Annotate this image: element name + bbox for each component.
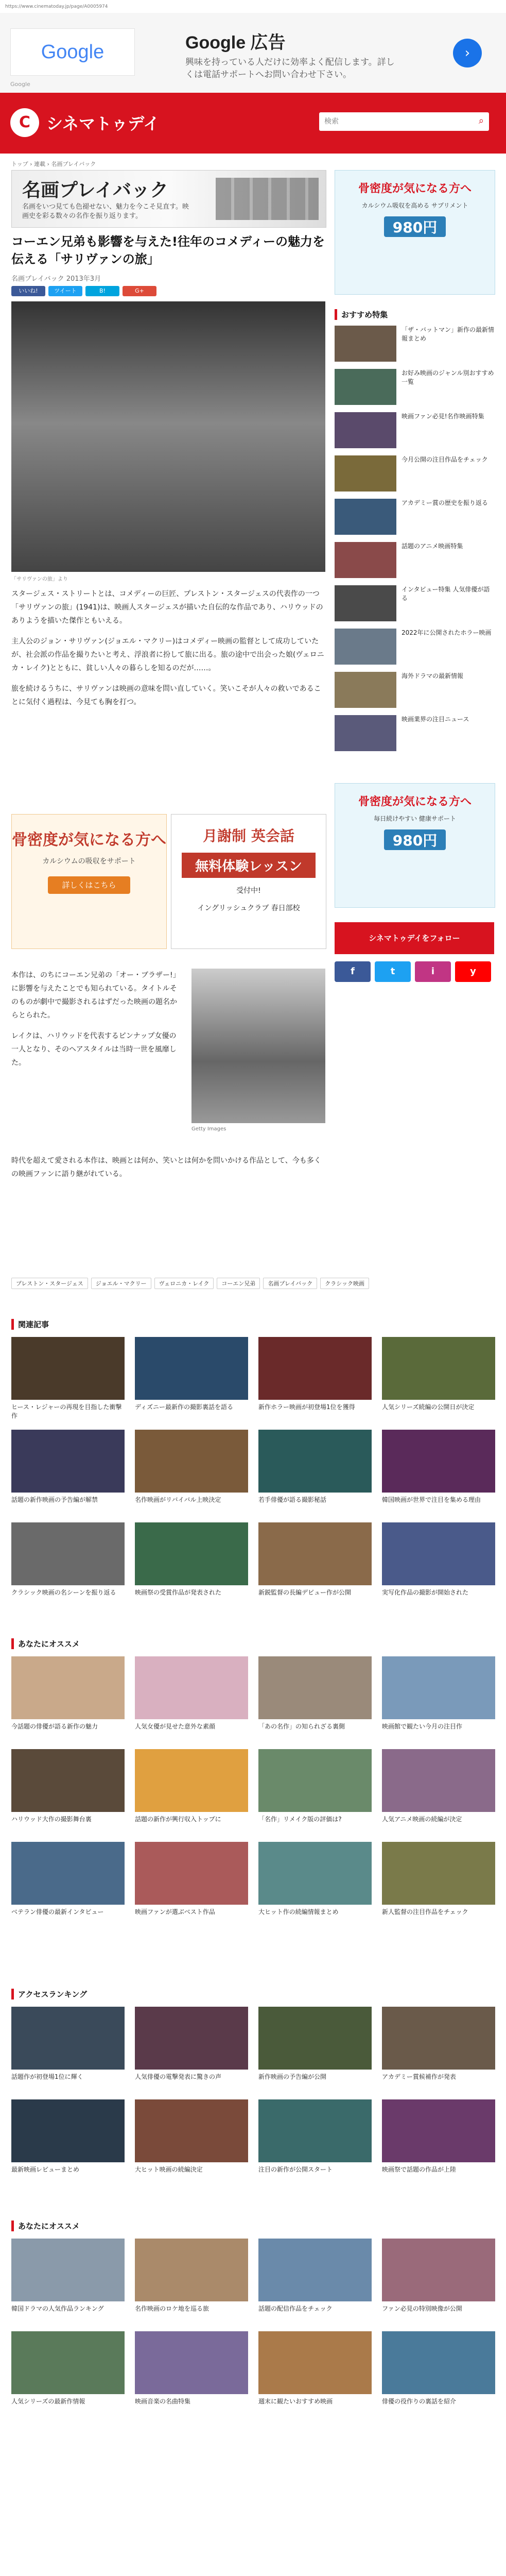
recommend2-grid (11, 2239, 495, 2415)
recommend-card[interactable]: 今話題の俳優が語る新作の魅力 (11, 1656, 125, 1740)
thumbnail (11, 1749, 125, 1812)
google-logo: Google (10, 28, 135, 76)
thumbnail (335, 715, 396, 751)
paragraph: 主人公のジョン・サリヴァン(ジョエル・マクリー)はコメディー映画の監督として成功していたが、社会派の作品を撮りたいと考え、浮浪者に扮して旅に出る。旅の途中で出会った娘(ヴェロニカ・レイク)とともに、貧しい人々の暮らしを知るのだが……。 (11, 637, 324, 672)
tag[interactable]: 名画プレイバック (263, 1278, 317, 1289)
site-logo[interactable] (10, 103, 160, 142)
list-item[interactable]: 2022年に公開されたホラー映画 (335, 629, 494, 665)
breadcrumb[interactable]: トップ › 連載 › 名画プレイバック (11, 161, 96, 167)
thumbnail (135, 2099, 248, 2162)
search-box (319, 112, 489, 131)
thumbnail (382, 1749, 495, 1812)
related-card[interactable]: 人気シリーズ続編の公開日が決定 (382, 1337, 495, 1420)
paragraph: レイクは、ハリウッドを代表するピンナップ女優の一人となり、そのヘアスタイルは当時一世を風靡した。 (11, 1032, 177, 1067)
tag[interactable]: プレストン・スタージェス (11, 1278, 88, 1289)
recommend-card[interactable]: 話題の配信作品をチェック (258, 2239, 372, 2322)
related-card[interactable]: 韓国映画が世界で注目を集める理由 (382, 1430, 495, 1513)
logo-icon: C (10, 108, 39, 137)
thumbnail (335, 629, 396, 665)
ranking-card[interactable]: 注目の新作が公開スタート (258, 2099, 372, 2183)
recommend2-title: あなたにオススメ (11, 2221, 80, 2231)
hero-image (11, 301, 325, 572)
thumbnail (335, 542, 396, 578)
recommend-card[interactable]: 大ヒット作の続編情報まとめ (258, 1842, 372, 1925)
share-buttons (11, 286, 156, 296)
recommend-card[interactable]: 人気女優が見せた意外な素顔 (135, 1656, 248, 1740)
series-title: 名画プレイバック (22, 179, 169, 201)
related-card[interactable]: ディズニー最新作の撮影裏話を語る (135, 1337, 248, 1420)
thumbnail (258, 2331, 372, 2394)
recommend-card[interactable]: 映画館で観たい今月の注目作 (382, 1656, 495, 1740)
related-card[interactable]: 映画祭の受賞作品が発表された (135, 1522, 248, 1606)
recommend-card[interactable]: 映画音楽の名曲特集 (135, 2331, 248, 2415)
hatena-share-button[interactable]: B! (85, 286, 119, 296)
ranking-grid (11, 2007, 495, 2183)
top-google-ad[interactable] (0, 13, 506, 93)
thumbnail (135, 2239, 248, 2301)
ranking-card[interactable]: 新作映画の予告編が公開 (258, 2007, 372, 2090)
series-subtitle: 名画をいつ見ても色褪せない、魅力を今こそ見直す。映画史を彩る数々の名作を振り返ります。 (22, 203, 189, 220)
thumbnail (382, 1522, 495, 1585)
related-card[interactable]: 話題の新作映画の予告編が解禁 (11, 1430, 125, 1513)
recommend-card[interactable]: 名作映画のロケ地を巡る旅 (135, 2239, 248, 2322)
recommend-card[interactable]: ベテラン俳優の最新インタビュー (11, 1842, 125, 1925)
thumbnail (135, 1842, 248, 1905)
series-banner[interactable] (11, 170, 326, 228)
site-name: シネマトゥデイ (46, 114, 160, 133)
film-strip-image (216, 178, 319, 220)
article-byline: 名画プレイバック 2013年3月 (11, 275, 101, 283)
thumbnail (11, 1430, 125, 1493)
recommend-card[interactable]: 新人監督の注目作品をチェック (382, 1842, 495, 1925)
ad-sub: 受付中! (236, 887, 261, 895)
ranking-card[interactable]: アカデミー賞候補作が発表 (382, 2007, 495, 2090)
paragraph: 時代を超えて愛される本作は、映画とは何か、笑いとは何かを問いかける作品として、今も多くの映画ファンに語り継がれている。 (11, 1157, 321, 1178)
ranking-card[interactable]: 映画祭で話題の作品が上陸 (382, 2099, 495, 2183)
thumbnail (135, 1337, 248, 1400)
portrait-image (191, 969, 325, 1123)
ranking-card[interactable]: 話題作が初登場1位に輝く (11, 2007, 125, 2090)
sidebar-ad-2[interactable] (335, 783, 495, 908)
thumbnail (135, 2331, 248, 2394)
thumbnail (382, 2239, 495, 2301)
twitter-share-button[interactable]: ツイート (48, 286, 82, 296)
list-item[interactable]: お好み映画のジャンル別おすすめ一覧 (335, 369, 494, 405)
thumbnail (335, 585, 396, 621)
thumbnail (382, 1842, 495, 1905)
recommend-title: あなたにオススメ (11, 1638, 80, 1649)
thumbnail (11, 2331, 125, 2394)
tag[interactable]: コーエン兄弟 (217, 1278, 260, 1289)
related-title: 関連記事 (11, 1319, 49, 1330)
browser-url[interactable]: https://www.cinematoday.jp/page/A0005974 (5, 4, 108, 9)
ad-text: カルシウム吸収を高める サプリメント (361, 202, 468, 209)
thumbnail (11, 1842, 125, 1905)
tag[interactable]: ジョエル・マクリー (91, 1278, 151, 1289)
recommend-card[interactable]: 「名作」リメイク版の評価は? (258, 1749, 372, 1833)
ad-note: Google (10, 81, 30, 88)
ad-brand: イングリッシュクラブ 春日部校 (197, 904, 300, 912)
ad-highlight: 無料体験レッスン (182, 853, 316, 878)
list-item[interactable]: 今月公開の注目作品をチェック (335, 455, 494, 492)
related-card[interactable]: 新作ホラー映画が初登場1位を獲得 (258, 1337, 372, 1420)
thumbnail (382, 2099, 495, 2162)
inline-ad-english[interactable] (171, 814, 326, 949)
youtube-icon[interactable]: y (455, 961, 491, 982)
tag-list (11, 1278, 495, 1289)
related-card[interactable]: 名作映画がリバイバル上映決定 (135, 1430, 248, 1513)
thumbnail (258, 2239, 372, 2301)
thumbnail (335, 455, 396, 492)
thumbnail (11, 1337, 125, 1400)
ad-title: 骨密度が気になる方へ (358, 795, 472, 808)
thumbnail (335, 412, 396, 448)
recommend-card[interactable]: 映画ファンが選ぶベスト作品 (135, 1842, 248, 1925)
thumbnail (135, 1430, 248, 1493)
ad-price: 980円 (384, 216, 446, 237)
thumbnail (11, 1522, 125, 1585)
ad-text: 毎日続けやすい 健康サポート (374, 815, 456, 822)
thumbnail (382, 2331, 495, 2394)
instagram-icon[interactable]: i (415, 961, 451, 982)
list-item[interactable]: アカデミー賞の歴史を振り返る (335, 499, 494, 535)
thumbnail (258, 1430, 372, 1493)
recommend-card[interactable]: 人気シリーズの最新作情報 (11, 2331, 125, 2415)
hero-caption: 「サリヴァンの旅」より (11, 577, 68, 582)
article-body-3 (11, 1154, 325, 1188)
related-card[interactable]: クラシック映画の名シーンを振り返る (11, 1522, 125, 1606)
article-body-2 (11, 969, 181, 1077)
google-share-button[interactable]: G+ (123, 286, 156, 296)
ad-text: カルシウムの吸収をサポート (42, 857, 136, 866)
list-item[interactable]: 映画業界の注目ニュース (335, 715, 494, 751)
twitter-icon[interactable]: t (375, 961, 411, 982)
list-item[interactable]: 「ザ・バットマン」新作の最新情報まとめ (335, 326, 494, 362)
recommend-card[interactable]: ファン必見の特別映像が公開 (382, 2239, 495, 2322)
ad-title[interactable]: Google 広告 (185, 33, 286, 53)
thumbnail (258, 1337, 372, 1400)
ad-title: 骨密度が気になる方へ (12, 831, 166, 849)
thumbnail (335, 326, 396, 362)
thumbnail (258, 2007, 372, 2070)
related-grid (11, 1337, 495, 1606)
thumbnail (258, 1749, 372, 1812)
ad-button[interactable]: 詳しくはこちら (48, 876, 130, 894)
sns-links (335, 961, 494, 982)
related-card[interactable]: 新鋭監督の長編デビュー作が公開 (258, 1522, 372, 1606)
thumbnail (258, 1656, 372, 1719)
thumbnail (258, 2099, 372, 2162)
tag[interactable]: ヴェロニカ・レイク (154, 1278, 214, 1289)
recommend-card[interactable]: 話題の新作が興行収入トップに (135, 1749, 248, 1833)
recommend-card[interactable]: 韓国ドラマの人気作品ランキング (11, 2239, 125, 2322)
search-input[interactable] (323, 112, 469, 131)
thumbnail (135, 2007, 248, 2070)
facebook-share-button[interactable]: いいね! (11, 286, 45, 296)
tag[interactable]: クラシック映画 (320, 1278, 369, 1289)
ad-price: 980円 (384, 829, 446, 850)
ad-text: 興味を持っている人だけに効率よく配信します。詳しくは電話サポートへお問い合わせ下さい。 (185, 57, 395, 80)
ranking-card[interactable]: 人気俳優の電撃発表に驚きの声 (135, 2007, 248, 2090)
ranking-title: アクセスランキング (11, 1989, 87, 1999)
recommend-card[interactable]: ハリウッド大作の撮影舞台裏 (11, 1749, 125, 1833)
sidebar-picks-title: おすすめ特集 (335, 309, 388, 320)
search-icon[interactable]: ⌕ (478, 115, 484, 126)
recommend-card[interactable]: 俳優の役作りの裏話を紹介 (382, 2331, 495, 2415)
thumbnail (382, 1337, 495, 1400)
follow-banner[interactable]: シネマトゥデイをフォロー (335, 922, 494, 954)
ad-arrow-icon[interactable]: › (453, 39, 482, 67)
related-card[interactable]: 実写化作品の撮影が開始された (382, 1522, 495, 1606)
article-headline: コーエン兄弟も影響を与えた!往年のコメディーの魅力を伝える「サリヴァンの旅」 (11, 234, 325, 266)
thumbnail (382, 1656, 495, 1719)
paragraph: スタージェス・ストリートとは、コメディーの巨匠、プレストン・スタージェスの代表作の一つ「サリヴァンの旅」(1941)は、映画人スタージェスが描いた自伝的な作品であり、ハリウッドのありようを描いた傑作ともいえる。 (11, 590, 323, 625)
article-body-1 (11, 587, 325, 716)
list-item[interactable]: 話題のアニメ映画特集 (335, 542, 494, 578)
sidebar-picks (335, 326, 494, 758)
ad-title: 骨密度が気になる方へ (358, 182, 472, 195)
thumbnail (11, 2239, 125, 2301)
list-item[interactable]: 海外ドラマの最新情報 (335, 672, 494, 708)
thumbnail (258, 1842, 372, 1905)
thumbnail (135, 1656, 248, 1719)
thumbnail (11, 1656, 125, 1719)
thumbnail (135, 1522, 248, 1585)
site-header (0, 93, 506, 154)
thumbnail (335, 672, 396, 708)
recommend-card[interactable]: 人気アニメ映画の続編が決定 (382, 1749, 495, 1833)
sidebar-ad-1[interactable] (335, 170, 495, 295)
recommend-grid (11, 1656, 495, 1925)
thumbnail (11, 2099, 125, 2162)
inline-ad-supplement[interactable] (11, 814, 167, 949)
paragraph: 旅を続けるうちに、サリヴァンは映画の意味を問い直していく。笑いこそが人々の救いであることに気付く過程は、今見ても胸を打つ。 (11, 685, 321, 706)
related-card[interactable]: ヒース・レジャーの再現を目指した衝撃作 (11, 1337, 125, 1420)
ranking-card[interactable]: 最新映画レビューまとめ (11, 2099, 125, 2183)
ranking-card[interactable]: 大ヒット映画の続編決定 (135, 2099, 248, 2183)
portrait-caption: Getty Images (191, 1126, 226, 1132)
ad-title: 月謝制 英会話 (203, 827, 294, 844)
facebook-icon[interactable]: f (335, 961, 371, 982)
thumbnail (135, 1749, 248, 1812)
recommend-card[interactable]: 週末に観たいおすすめ映画 (258, 2331, 372, 2415)
thumbnail (258, 1522, 372, 1585)
thumbnail (382, 2007, 495, 2070)
thumbnail (335, 499, 396, 535)
thumbnail (335, 369, 396, 405)
paragraph: 本作は、のちにコーエン兄弟の「オー・ブラザー!」に影響を与えたことでも知られている。タイトルそのものが劇中で撮影されるはずだった映画の題名からとられた。 (11, 971, 180, 1020)
thumbnail (11, 2007, 125, 2070)
related-card[interactable]: 若手俳優が語る撮影秘話 (258, 1430, 372, 1513)
list-item[interactable]: 映画ファン必見!名作映画特集 (335, 412, 494, 448)
thumbnail (382, 1430, 495, 1493)
recommend-card[interactable]: 「あの名作」の知られざる裏側 (258, 1656, 372, 1740)
list-item[interactable]: インタビュー特集 人気俳優が語る (335, 585, 494, 621)
